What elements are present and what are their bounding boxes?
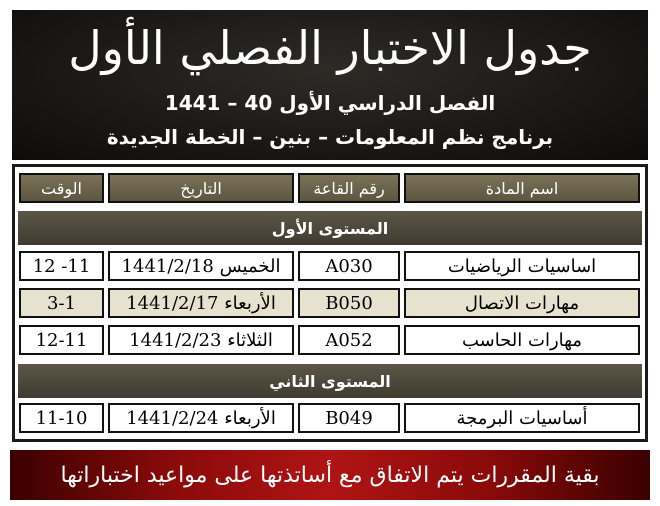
footer-note: بقية المقررات يتم الاتفاق مع أساتذتها على مواعيد اختباراتها: [60, 462, 600, 488]
date-cell: [108, 403, 294, 433]
level-heading: المستوى الأول: [18, 211, 642, 245]
column-header-date: التاريخ: [108, 173, 294, 203]
column-header-room: رقم القاعة: [298, 173, 400, 203]
day-text: الأربعاء: [224, 407, 276, 429]
page-title: جدول الاختبار الفصلي الأول: [68, 21, 592, 75]
room-cell: B050: [298, 288, 400, 318]
room-cell: B049: [298, 403, 400, 433]
level-heading: المستوى الثاني: [18, 364, 642, 398]
room-cell: A030: [298, 251, 400, 281]
time-cell: [19, 325, 104, 355]
time-text: 12 -11: [32, 255, 91, 277]
column-header-time: الوقت: [19, 173, 104, 203]
header-banner: [12, 10, 648, 160]
day-text: الخميس: [219, 255, 281, 277]
time-cell: [19, 403, 104, 433]
date-text: 1441/2/24: [126, 407, 219, 429]
time-cell: [19, 251, 104, 281]
time-cell: [19, 288, 104, 318]
date-text: 1441/2/17: [126, 292, 219, 314]
date-text: 1441/2/18: [121, 255, 214, 277]
day-text: الأربعاء: [224, 292, 276, 314]
exam-schedule-table: [12, 164, 648, 442]
date-cell: [108, 251, 294, 281]
subject-cell: اساسيات الرياضيات: [404, 251, 640, 281]
program-name: برنامج نظم المعلومات – بنين – الخطة الجديدة: [106, 125, 554, 149]
time-text: 11-10: [35, 407, 88, 429]
time-text: 3-1: [47, 292, 76, 314]
subject-cell: مهارات الحاسب: [404, 325, 640, 355]
column-header-subject: اسم المادة: [404, 173, 640, 203]
footer-note-banner: [10, 450, 650, 500]
subject-cell: أساسيات البرمجة: [404, 403, 640, 433]
date-text: 1441/2/23: [129, 329, 222, 351]
subject-cell: مهارات الاتصال: [404, 288, 640, 318]
time-text: 12-11: [35, 329, 88, 351]
day-text: الثلاثاء: [227, 329, 273, 351]
date-cell: [108, 325, 294, 355]
semester-subtitle: الفصل الدراسي الأول 40 – 1441: [164, 91, 496, 115]
date-cell: [108, 288, 294, 318]
room-cell: A052: [298, 325, 400, 355]
